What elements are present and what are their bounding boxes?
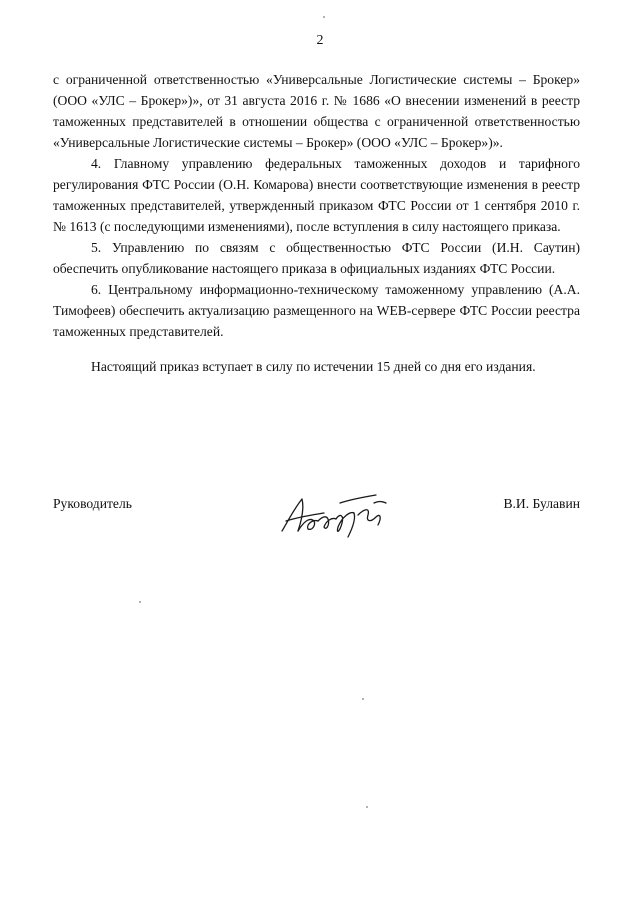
signatory-name: В.И. Булавин	[503, 496, 580, 511]
scan-speck	[323, 16, 325, 18]
document-body	[53, 69, 580, 377]
paragraph-continuation: с ограниченной ответственностью «Универсальные Логистические системы – Брокер» (ООО «УЛС – Брокер»)», от 31 августа 2016 г. № 1686 «О внесении изменений в реестр таможенных представителей в отношении общества с ограниченной ответственностью «Универсальные Логистические системы – Брокер» (ООО «УЛС – Брокер»)».	[53, 72, 580, 150]
scan-speck	[139, 601, 141, 603]
page-number: 2	[316, 33, 324, 48]
signature-block	[53, 493, 580, 553]
signatory-title: Руководитель	[53, 496, 132, 511]
scan-speck	[362, 698, 364, 700]
closing-statement: Настоящий приказ вступает в силу по истечении 15 дней со дня его издания.	[91, 359, 536, 374]
paragraph-item-5: 5. Управлению по связям с общественностью ФТС России (И.Н. Саутин) обеспечить опубликование настоящего приказа в официальных изданиях ФТС России.	[53, 240, 580, 276]
paragraph-item-4: 4. Главному управлению федеральных таможенных доходов и тарифного регулирования ФТС России (О.Н. Комарова) внести соответствующие изменения в реестр таможенных представителей, утвержденный приказом ФТС России от 1 сентября 2010 г. № 1613 (с последующими изменениями), после вступления в силу настоящего приказа.	[53, 156, 580, 234]
paragraph-item-6: 6. Центральному информационно-техническому таможенному управлению (А.А. Тимофеев) обеспечить актуализацию размещенного на WEB-сервере ФТС России реестра таможенных представителей.	[53, 282, 580, 339]
handwritten-signature	[278, 491, 398, 543]
scan-speck	[366, 806, 368, 808]
